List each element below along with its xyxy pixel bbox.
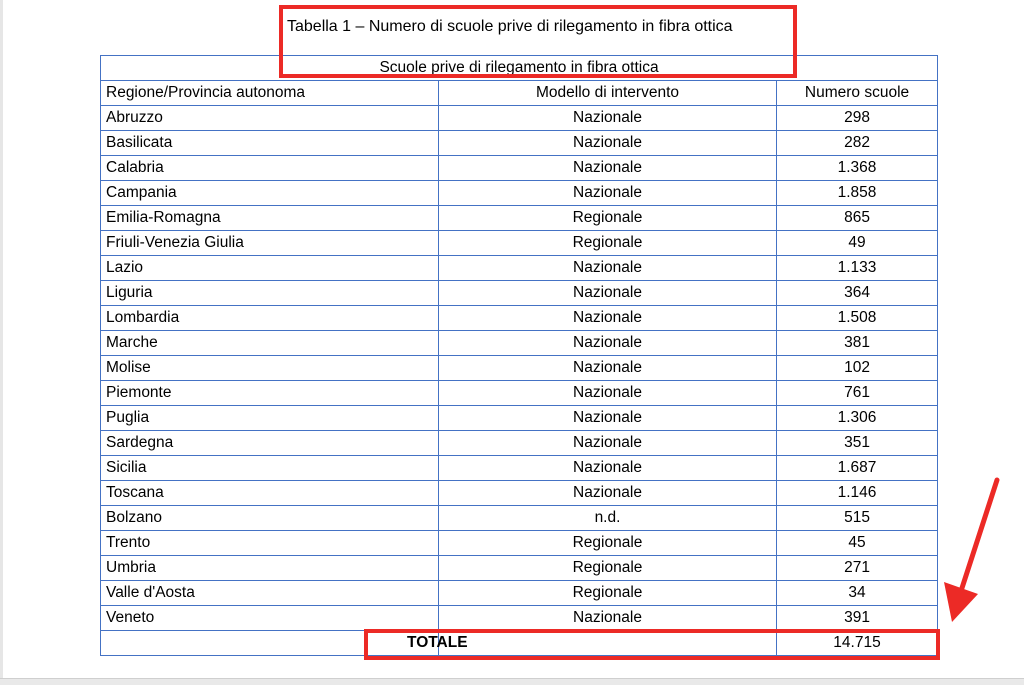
region-cell: Puglia: [101, 406, 439, 431]
table-row: [101, 381, 938, 406]
region-cell: Abruzzo: [101, 106, 439, 131]
red-arrow-icon: [930, 470, 1010, 630]
region-cell: Emilia-Romagna: [101, 206, 439, 231]
table-row: [101, 356, 938, 381]
model-cell: Regionale: [439, 556, 777, 581]
table-row: [101, 581, 938, 606]
column-header-region: Regione/Provincia autonoma: [101, 81, 439, 106]
count-cell: 381: [777, 331, 938, 356]
table-column-header-row: [101, 81, 938, 106]
model-cell: Nazionale: [439, 156, 777, 181]
count-cell: 1.368: [777, 156, 938, 181]
table-row: [101, 531, 938, 556]
region-cell: Campania: [101, 181, 439, 206]
region-cell: Molise: [101, 356, 439, 381]
count-cell: 271: [777, 556, 938, 581]
table-row: [101, 556, 938, 581]
model-cell: Nazionale: [439, 256, 777, 281]
model-cell: Nazionale: [439, 131, 777, 156]
table-row: [101, 331, 938, 356]
total-value: 14.715: [777, 631, 938, 656]
model-cell: Nazionale: [439, 306, 777, 331]
table-row: [101, 231, 938, 256]
region-cell: Toscana: [101, 481, 439, 506]
table-row: [101, 481, 938, 506]
model-cell: Nazionale: [439, 381, 777, 406]
model-cell: Nazionale: [439, 356, 777, 381]
region-cell: Bolzano: [101, 506, 439, 531]
caption-highlight-box: [279, 5, 797, 78]
table-row: [101, 206, 938, 231]
count-cell: 515: [777, 506, 938, 531]
model-cell: Regionale: [439, 581, 777, 606]
column-header-model: Modello di intervento: [439, 81, 777, 106]
model-cell: Nazionale: [439, 406, 777, 431]
count-cell: 1.146: [777, 481, 938, 506]
region-cell: Calabria: [101, 156, 439, 181]
count-cell: 391: [777, 606, 938, 631]
table-row: [101, 431, 938, 456]
region-cell: Friuli-Venezia Giulia: [101, 231, 439, 256]
column-header-count: Numero scuole: [777, 81, 938, 106]
table-row: [101, 406, 938, 431]
region-cell: Piemonte: [101, 381, 439, 406]
count-cell: 45: [777, 531, 938, 556]
table-row: [101, 456, 938, 481]
model-cell: Nazionale: [439, 431, 777, 456]
region-cell: Veneto: [101, 606, 439, 631]
count-cell: 1.858: [777, 181, 938, 206]
total-highlight-box: [364, 629, 940, 660]
count-cell: 282: [777, 131, 938, 156]
count-cell: 102: [777, 356, 938, 381]
table-row: [101, 156, 938, 181]
region-cell: Trento: [101, 531, 439, 556]
count-cell: 1.133: [777, 256, 938, 281]
total-label-text: TOTALE: [407, 634, 468, 651]
model-cell: Regionale: [439, 531, 777, 556]
region-cell: Lombardia: [101, 306, 439, 331]
region-cell: Marche: [101, 331, 439, 356]
table-row: [101, 306, 938, 331]
model-cell: n.d.: [439, 506, 777, 531]
model-cell: Nazionale: [439, 181, 777, 206]
schools-table: [100, 55, 938, 656]
count-cell: 761: [777, 381, 938, 406]
table-row: [101, 131, 938, 156]
region-cell: Sardegna: [101, 431, 439, 456]
count-cell: 865: [777, 206, 938, 231]
region-cell: Liguria: [101, 281, 439, 306]
table-row: [101, 606, 938, 631]
table-caption: Tabella 1 – Numero di scuole prive di rilegamento in fibra ottica: [287, 18, 733, 35]
count-cell: 34: [777, 581, 938, 606]
model-cell: Regionale: [439, 231, 777, 256]
model-cell: Regionale: [439, 206, 777, 231]
count-cell: 49: [777, 231, 938, 256]
table-row: [101, 181, 938, 206]
count-cell: 1.687: [777, 456, 938, 481]
region-cell: Lazio: [101, 256, 439, 281]
region-cell: Sicilia: [101, 456, 439, 481]
model-cell: Nazionale: [439, 456, 777, 481]
model-cell: Nazionale: [439, 281, 777, 306]
table-row: [101, 106, 938, 131]
model-cell: Nazionale: [439, 331, 777, 356]
region-cell: Umbria: [101, 556, 439, 581]
table-row: [101, 506, 938, 531]
count-cell: 351: [777, 431, 938, 456]
table-row: [101, 281, 938, 306]
region-cell: Valle d'Aosta: [101, 581, 439, 606]
model-cell: Nazionale: [439, 106, 777, 131]
page-left-edge: [0, 0, 3, 684]
model-cell: Nazionale: [439, 481, 777, 506]
table-group-header: Scuole prive di rilegamento in fibra ottica: [101, 56, 938, 81]
count-cell: 298: [777, 106, 938, 131]
region-cell: Basilicata: [101, 131, 439, 156]
model-cell: Nazionale: [439, 606, 777, 631]
table-row: [101, 256, 938, 281]
count-cell: 364: [777, 281, 938, 306]
count-cell: 1.508: [777, 306, 938, 331]
count-cell: 1.306: [777, 406, 938, 431]
